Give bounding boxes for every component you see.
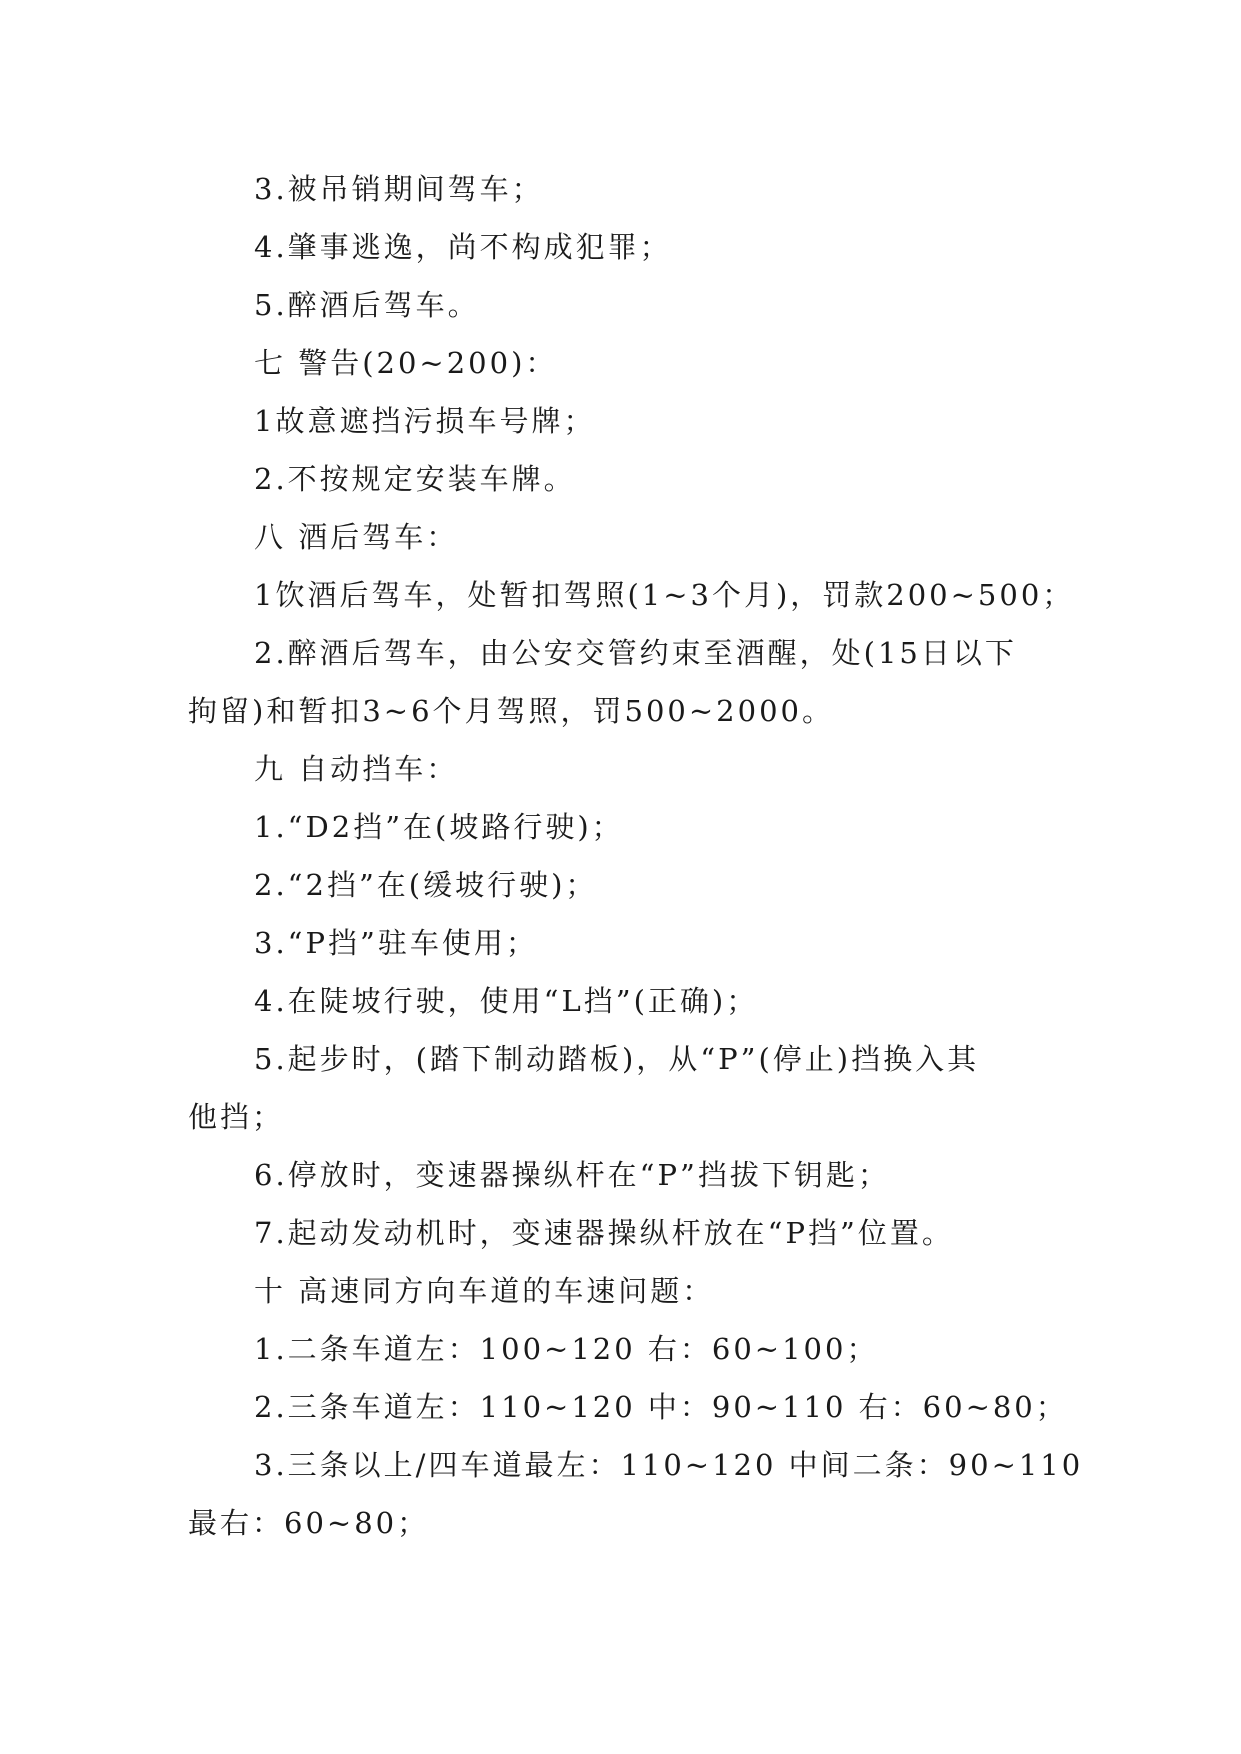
list-item-continuation: 最右：60~80； bbox=[188, 1506, 430, 1540]
list-item: 2.醉酒后驾车，由公安交管约束至酒醒，处(15日以下 bbox=[254, 636, 1017, 670]
list-item: 1.二条车道左：100~120 右：60~100； bbox=[254, 1332, 879, 1366]
list-item: 5.起步时，(踏下制动踏板)，从“P”(停止)挡换入其 bbox=[254, 1042, 980, 1076]
list-item-continuation: 他挡； bbox=[188, 1100, 285, 1134]
list-item: 6.停放时，变速器操纵杆在“P”挡拔下钥匙； bbox=[254, 1158, 890, 1192]
list-item: 2.不按规定安装车牌。 bbox=[254, 462, 576, 496]
list-item: 3.“P挡”驻车使用； bbox=[254, 926, 538, 960]
list-item: 3.三条以上/四车道最左：110~120 中间二条：90~110 bbox=[254, 1448, 1084, 1482]
list-item: 4.在陡坡行驶，使用“L挡”(正确)； bbox=[254, 984, 759, 1018]
list-item: 5.醉酒后驾车。 bbox=[254, 288, 480, 322]
list-item: 7.起动发动机时，变速器操纵杆放在“P挡”位置。 bbox=[254, 1216, 954, 1250]
section-heading: 八 酒后驾车： bbox=[254, 520, 459, 554]
list-item: 1故意遮挡污损车号牌； bbox=[254, 404, 596, 438]
list-item: 3.被吊销期间驾车； bbox=[254, 172, 544, 206]
list-item-continuation: 拘留)和暂扣3~6个月驾照，罚500~2000。 bbox=[188, 694, 834, 728]
list-item: 1.“D2挡”在(坡路行驶)； bbox=[254, 810, 624, 844]
list-item: 4.肇事逃逸，尚不构成犯罪； bbox=[254, 230, 672, 264]
section-heading: 十 高速同方向车道的车速问题： bbox=[254, 1274, 715, 1308]
document-body bbox=[188, 160, 1084, 1552]
section-heading: 七 警告(20~200)： bbox=[254, 346, 558, 380]
list-item: 2.三条车道左：110~120 中：90~110 右：60~80； bbox=[254, 1390, 1068, 1424]
list-item: 2.“2挡”在(缓坡行驶)； bbox=[254, 868, 598, 902]
list-item: 1饮酒后驾车，处暂扣驾照(1~3个月)，罚款200~500； bbox=[254, 578, 1075, 612]
section-heading: 九 自动挡车： bbox=[254, 752, 459, 786]
